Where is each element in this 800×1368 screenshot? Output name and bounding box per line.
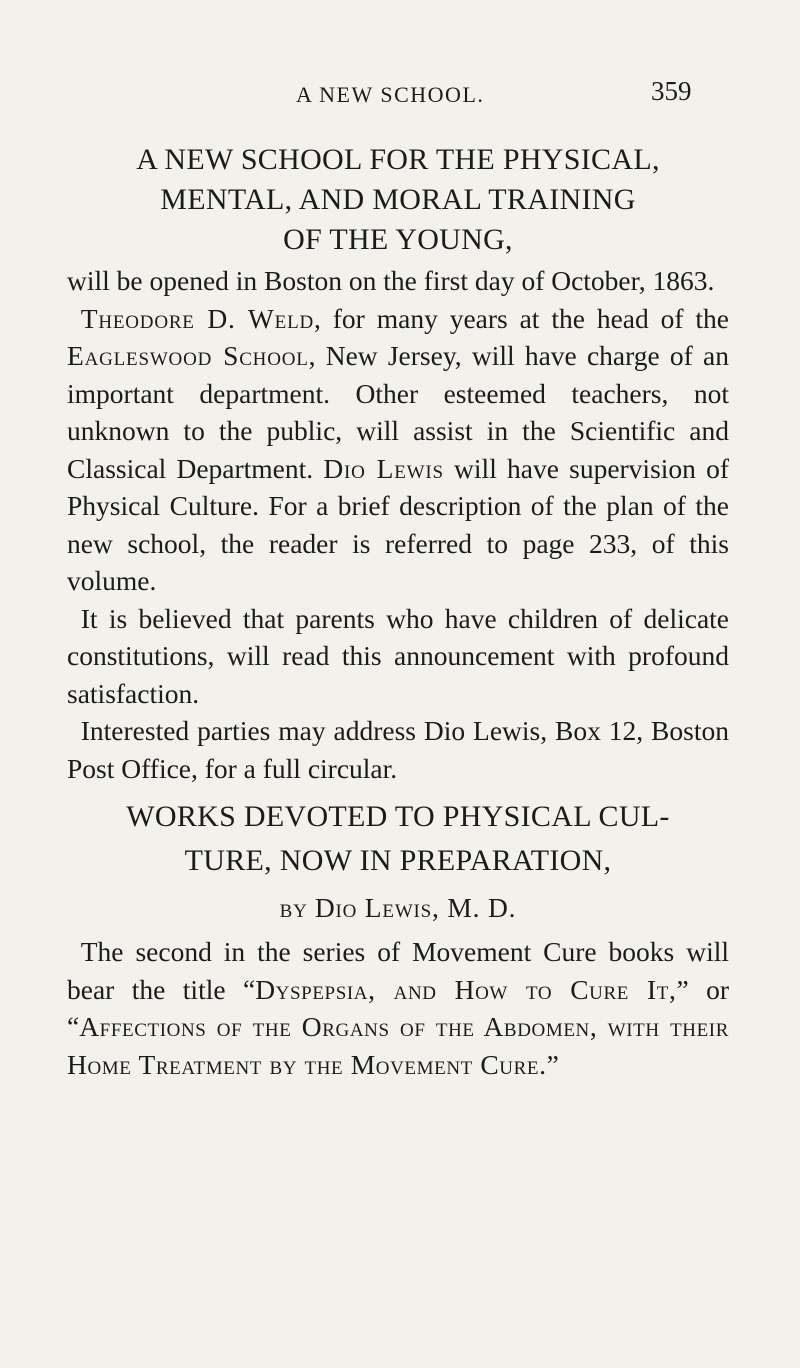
paragraph-text: will have supervision of Physical Culture. For a brief description of the plan of the new school, the reader is referred to page 233, of this volume.	[67, 452, 730, 596]
heading-line: A NEW SCHOOL FOR THE PHYSICAL,	[136, 143, 660, 176]
book-title-affections: Affections of the Organs of the Abdomen, with their Home Treatment by the Movement Cure.	[67, 1011, 729, 1080]
book-title-dyspepsia: Dyspepsia, and How to Cure It,	[255, 973, 677, 1005]
heading-line: MENTAL, AND MORAL TRAINING	[160, 183, 636, 216]
paragraph-text: , for many years at the head of the	[314, 302, 729, 334]
author-byline	[67, 885, 729, 931]
page-body	[67, 140, 729, 1083]
heading-line: OF THE YOUNG,	[283, 223, 513, 256]
movement-cure-paragraph	[67, 933, 729, 1083]
section-heading-new-school	[67, 140, 729, 260]
running-title: A NEW SCHOOL.	[296, 82, 485, 107]
byline-author: Dio Lewis, M. D.	[314, 892, 517, 923]
heading-line: WORKS DEVOTED TO PHYSICAL CUL-	[126, 800, 670, 833]
intro-paragraph: will be opened in Boston on the first day of October, 1863.	[67, 265, 715, 296]
person-name-weld: Theodore D. Weld	[80, 302, 315, 334]
paragraph-text: The second in the series of Movement Cure books will bear the title “	[67, 936, 729, 1005]
address-paragraph: Interested parties may address Dio Lewis, Box 12, Boston Post Office, for a full circular.	[67, 715, 729, 784]
paragraph-text: ” or “	[67, 973, 729, 1042]
heading-line: TURE, NOW IN PREPARATION,	[184, 844, 612, 877]
running-head	[0, 76, 800, 112]
page-number: 359	[651, 76, 692, 106]
person-name-lewis: Dio Lewis	[323, 452, 444, 484]
paragraph-text: , New Jersey, will have charge of an important department. Other esteemed teachers, not unknown to the public, will assist in the Scientific and Classical Department.	[67, 340, 729, 484]
byline-prefix: by	[279, 892, 308, 923]
school-name: Eagleswood School	[67, 340, 309, 371]
weld-paragraph	[67, 300, 729, 600]
paragraph-text: ”	[546, 1048, 559, 1080]
parents-paragraph: It is believed that parents who have children of delicate constitutions, will read this announcement with profound satisfaction.	[67, 602, 729, 709]
section-heading-works	[67, 795, 729, 931]
